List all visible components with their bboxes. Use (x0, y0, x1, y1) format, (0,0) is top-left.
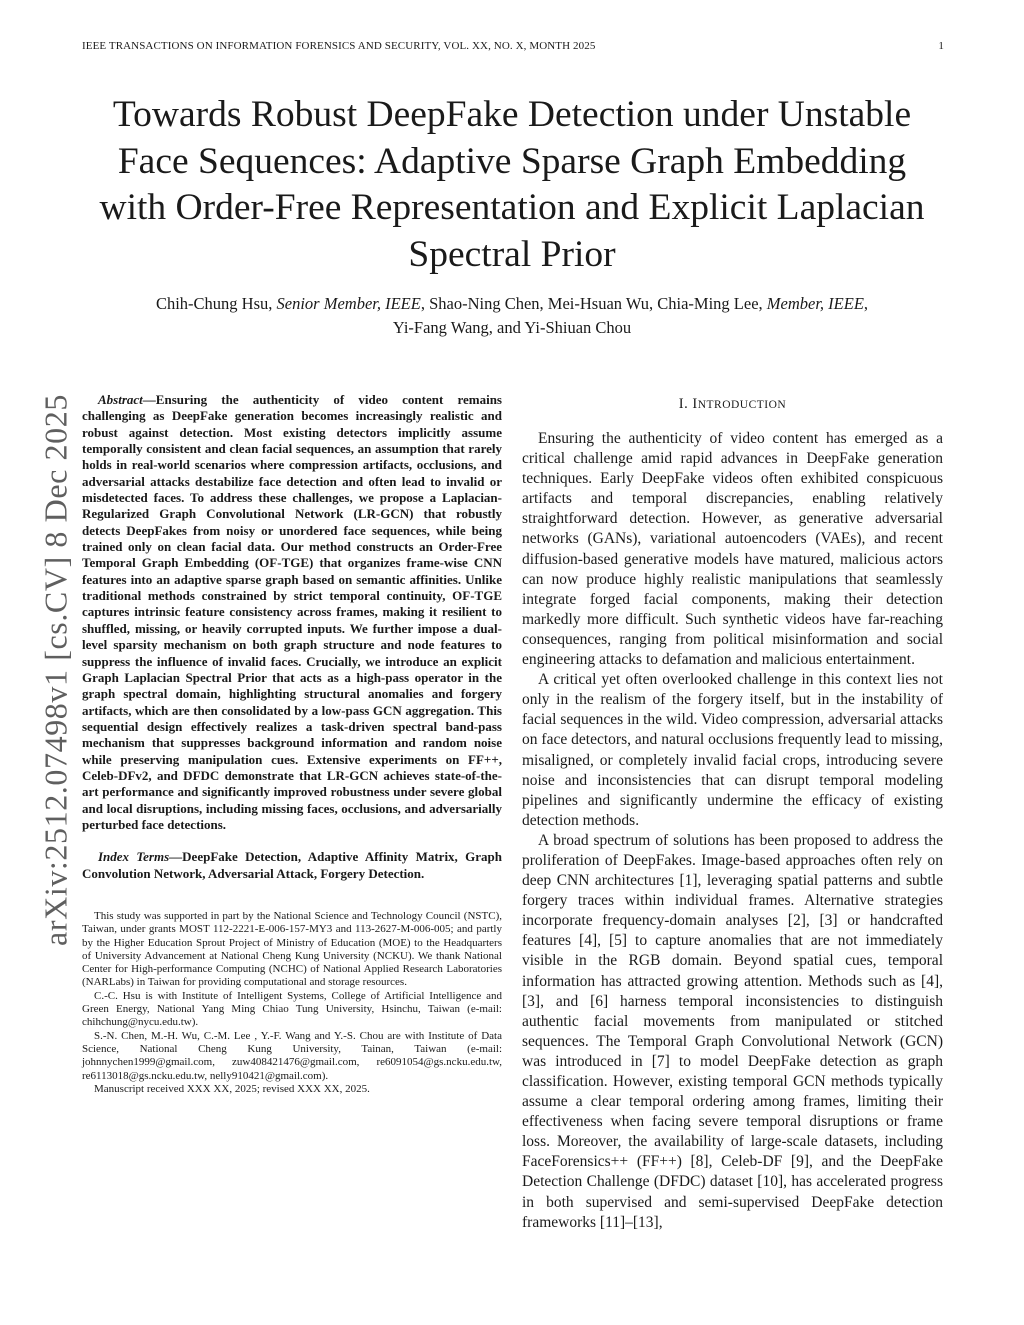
arxiv-identifier: arXiv:2512.07498v1 [cs.CV] 8 Dec 2025 (37, 394, 74, 946)
author-separator: , (863, 294, 869, 313)
author-1-role: Senior Member, IEEE (276, 294, 421, 313)
author-line-1 (82, 292, 942, 316)
footnote-manuscript: Manuscript received XXX XX, 2025; revised XXX XX, 2025. (94, 1082, 370, 1095)
footnote-funding: This study was supported in part by the National Science and Technology Council (NSTC), Taiwan, under grants MOST 112-2221-E-006-157-MY3 and 113-2627-M-006-005; and partly by the Higher Education Sprout Project of Ministry of Education (MOE) to the Headquarters of University Advancement at National Cheng Kung University (NCKU). We thank National Center for High-performance Computing (NCHC) of National Applied Research Laboratories (NARLabs) in Taiwan for providing computational and storage resources. (82, 909, 502, 989)
paper-title: Towards Robust DeepFake Detection under Unstable Face Sequences: Adaptive Sparse Graph Embedding with Order-Free Representation and Explicit Laplacian Spectral Prior (99, 94, 925, 275)
introduction-body (522, 429, 943, 1233)
footnote-affiliation-2: S.-N. Chen, M.-H. Wu, C.-M. Lee , Y.-F. Wang and Y.-S. Chou are with Institute of Data Science, National Cheng Kung University, Tainan, Taiwan (e-mail: johnnychen1999@gmail.com, zuw408421476@gmail.com, re6091054@gs.ncku.edu.tw, re6113018@gs.ncku.edu.tw, nelly910421@gmail.com). (82, 1029, 502, 1082)
paragraph: Ensuring the authenticity of video content has emerged as a critical challenge amid rapid advances in DeepFake generation techniques. Early DeepFake videos often exhibited conspicuous artifacts and temporal discrepancies, enabling relatively straightforward detection. However, as generative adversarial networks (GANs), variational autoencoders (VAEs), and recent diffusion-based generative models have matured, malicious actors can now produce highly realistic manipulations that seamlessly integrate forged facial components, making their detection markedly more difficult. Such synthetic videos have far-reaching consequences, ranging from political misinformation and social engineering attacks to defamation and malicious entertainment. (522, 430, 943, 669)
paragraph: A critical yet often overlooked challenge in this context lies not only in the realism of the forgery itself, but in the instability of facial sequences in the wild. Video compression, adversarial attacks on face detectors, and natural occlusions frequently lead to missing, misaligned, or completely invalid facial crops, introducing severe noise and inconsistencies that can disrupt temporal modeling pipelines and significantly undermine the efficacy of existing detection methods. (522, 671, 943, 829)
section-numeral: I. (678, 396, 689, 412)
running-header (82, 40, 944, 56)
authors-2-4: , Shao-Ning Chen, Mei-Hsuan Wu, Chia-Ming Lee, (420, 294, 763, 313)
paragraph: A broad spectrum of solutions has been proposed to address the proliferation of DeepFakes. Image-based approaches often rely on deep CNN architectures [1], leveraging spatial patterns and subtle forgery traces within individual frames. Alternative strategies incorporate frequency-domain analyses [2], [3] or handcrafted features [4], [5] to capture anomalies that are not immediately visible in the RGB domain. Beyond spatial cues, temporal information has attracted growing attention. Methods such as [4], [3], and [6] harness temporal inconsistencies to distinguish authentic facial movements from manipulated or stitched sequences. The Temporal Graph Convolutional Network (GCN) was introduced in [7] to model DeepFake detection as graph classification. However, existing temporal GCN methods typically assume a clear temporal ordering among frames, limiting their effectiveness when facing severe temporal disruptions or frame loss. Moreover, the availability of large-scale datasets, including FaceForensics++ (FF++) [8], Celeb-DF [9], and the DeepFake Detection Challenge (DFDC) dataset [10], has accelerated progress in both supervised and semi-supervised DeepFake detection frameworks [11]–[13], (522, 831, 943, 1231)
right-column (522, 392, 943, 1233)
author-list (82, 292, 942, 340)
footnotes (82, 910, 502, 1096)
footnote-affiliation-1: C.-C. Hsu is with Institute of Intelligent Systems, College of Artificial Intelligence and Green Energy, National Yang Ming Chiao Tung University, Hsinchu, Taiwan (e-mail: chihchung@nycu.edu.tw). (82, 989, 502, 1029)
section-initial: I (692, 396, 698, 412)
abstract-text: —Ensuring the authenticity of video content remains challenging as DeepFake generation becomes increasingly realistic and robust against detection. Most existing detectors implicitly assume temporally consistent and clean facial sequences, an assumption that rarely holds in real-world scenarios where compression artifacts, occlusions, and adversarial attacks destabilize face detection and often lead to invalid or misdetected faces. To address these challenges, we propose a Laplacian-Regularized Graph Convolutional Network (LR-GCN) that robustly detects DeepFakes from noisy or unordered face sequences, while being trained only on clean facial data. Our method constructs an Order-Free Temporal Graph Embedding (OF-TGE) that organizes frame-wise CNN features into an adaptive sparse graph based on semantic affinities. Unlike traditional methods constrained by strict temporal continuity, OF-TGE captures intrinsic feature consistency across frames, making it resilient to shuffled, missing, or heavily corrupted inputs. We further impose a dual-level sparsity mechanism on both graph structure and node features to suppress the influence of invalid faces. Crucially, we introduce an explicit Graph Laplacian Spectral Prior that acts as a high-pass operator in the graph spectral domain, highlighting structural anomalies and forgery artifacts, which are then consolidated by a low-pass GCN aggregation. This sequential design effectively realizes a task-driven spectral band-pass mechanism that suppresses background information and random noise while preserving manipulation cues. Extensive experiments on FF++, Celeb-DFv2, and DFDC demonstrate that LR-GCN achieves state-of-the-art performance and significantly improved robustness under severe global and local disruptions, including missing faces, occlusions, and adversarially perturbed face detections. (82, 392, 502, 832)
index-terms-label: Index Terms (98, 849, 170, 865)
abstract (82, 392, 502, 833)
index-terms-text: —DeepFake Detection, Adaptive Affinity Matrix, Graph Convolution Network, Adversarial Attack, Forgery Detection. (82, 849, 503, 881)
left-column (82, 392, 502, 1096)
section-heading (522, 396, 943, 413)
author-1: Chih-Chung Hsu, (155, 294, 273, 313)
author-4-role: Member, IEEE (766, 294, 864, 313)
section-title-rest: NTRODUCTION (697, 399, 787, 411)
index-terms (82, 849, 502, 882)
journal-name: IEEE TRANSACTIONS ON INFORMATION FORENSICS AND SECURITY, VOL. XX, NO. X, MONTH 2025 (82, 40, 596, 52)
abstract-label: Abstract (98, 392, 143, 407)
page-number: 1 (938, 40, 944, 52)
author-line-2: Yi-Fang Wang, and Yi-Shiuan Chou (392, 318, 632, 337)
